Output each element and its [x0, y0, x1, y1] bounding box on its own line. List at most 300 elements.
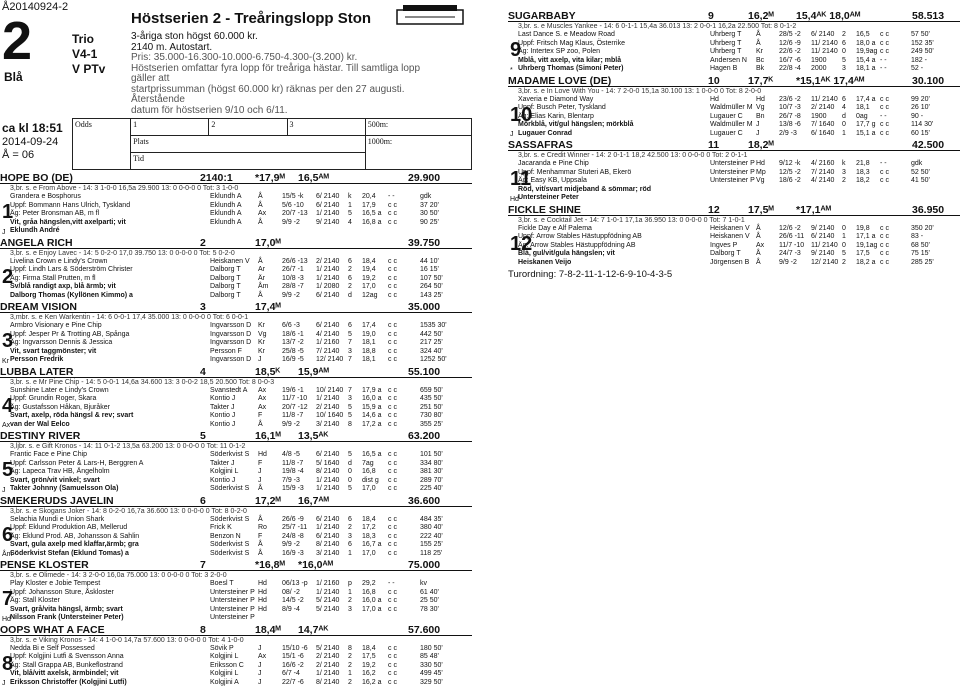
- horse-name: PENSE KLOSTER: [0, 559, 89, 571]
- result-line: [508, 186, 960, 195]
- driver-label: Ax: [2, 422, 11, 429]
- line-cell: c c: [388, 459, 397, 467]
- line-cell: 18,1 a: [856, 65, 876, 72]
- grid-col-1: 1: [131, 119, 209, 136]
- line-cell: 08/ -2: [282, 588, 300, 596]
- result-line: [0, 219, 472, 228]
- horse-stats: 3,br. s. e Skogans Joker - 14: 8 0-2-0 16,7a 36.600 13: 0 0-0-0 0 Tot: 8 0-2-0: [10, 507, 247, 515]
- line-cell: Ingves P: [710, 241, 738, 249]
- line-text: Uppf: Menhammar Stuteri AB, Ekerö: [518, 168, 632, 176]
- start-number: 11: [510, 168, 532, 190]
- line-cell: Hd: [756, 95, 765, 103]
- line-cell: c c: [388, 347, 397, 355]
- line-cell: Å: [258, 291, 263, 299]
- line-cell: 22/6 -2: [779, 48, 801, 55]
- result-line: [508, 48, 960, 57]
- result-line: [0, 322, 472, 331]
- line-cell: Ar: [258, 266, 265, 273]
- line-cell: 2/ 2140: [316, 661, 340, 669]
- line-cell: 9/9 -2: [282, 291, 300, 299]
- description-line: Höstserien omfattar fyra lopp för treåriga hästar. Till samtliga lopp gäller att: [131, 62, 421, 84]
- line-cell: 28/5 -2: [779, 31, 801, 38]
- line-cell: Untersteiner P: [710, 177, 755, 184]
- line-cell: 6: [842, 39, 846, 47]
- best-time: *17,9ᴹ: [255, 172, 285, 184]
- line-cell: 17,4: [362, 322, 376, 329]
- line-cell: Untersteiner P: [710, 168, 755, 176]
- horse-header: [0, 624, 472, 636]
- line-cell: c c: [388, 257, 397, 265]
- horse-name: SMEKERUDS JAVELIN: [0, 494, 114, 507]
- line-cell: 18,2 a: [856, 258, 876, 266]
- line-cell: 29,2: [362, 580, 376, 587]
- line-cell: 118 25': [420, 549, 443, 557]
- line-text: Uppf: Fritsch Mag Klaus, Österrike: [518, 39, 625, 47]
- line-cell: 4/8 -5: [282, 451, 300, 458]
- line-cell: Persson F: [210, 347, 242, 355]
- line-cell: 16,0 a: [362, 597, 382, 604]
- auto-time: *15,1ᴬᴷ 17,4ᴬᴹ: [796, 74, 865, 87]
- horse-header: [508, 204, 960, 216]
- line-cell: Dalborg T: [210, 283, 241, 290]
- line-cell: 9/9 -2: [282, 420, 300, 428]
- result-line: [0, 468, 472, 477]
- prize-money: 42.500: [912, 139, 945, 151]
- line-cell: Söderkvist S: [210, 515, 250, 523]
- start-number: 9: [510, 39, 522, 61]
- line-cell: Å: [258, 257, 263, 265]
- horse-header: [0, 430, 472, 442]
- result-line: [0, 597, 472, 606]
- line-cell: c c: [880, 95, 889, 103]
- grid-1000m: 1000m:: [365, 136, 471, 170]
- prize-money: 36.950: [912, 203, 945, 216]
- horse-body: [508, 31, 960, 74]
- line-text: Uppf: Lindh Lars & Söderström Christer: [10, 266, 133, 273]
- post-position: 2140:1: [200, 172, 233, 184]
- line-text: Äg: Firma Stall Prutten, m fl: [10, 274, 96, 282]
- line-cell: 11/ 2140: [811, 48, 838, 55]
- line-cell: Uhrberg T: [710, 31, 742, 38]
- line-cell: dist g: [362, 476, 379, 484]
- result-line: [0, 460, 472, 469]
- line-cell: 18/6 -2: [779, 177, 801, 184]
- line-cell: 17,2: [362, 524, 376, 531]
- line-cell: - -: [880, 56, 887, 64]
- best-time: 18,2ᴹ: [748, 139, 774, 151]
- line-text: Uppf: Grundin Roger, Skara: [10, 395, 97, 402]
- line-cell: Å: [258, 541, 263, 548]
- line-cell: 355 25': [420, 420, 443, 428]
- line-text: Vit, svart taggmönster; vit: [10, 347, 97, 355]
- line-cell: c c: [388, 549, 397, 557]
- post-position: 11: [708, 139, 720, 151]
- line-cell: 2/9 -3: [779, 129, 797, 137]
- line-cell: 330 50': [420, 661, 443, 669]
- line-cell: 5: [348, 451, 352, 458]
- line-cell: 06/13 -p: [282, 580, 308, 587]
- line-cell: F: [258, 412, 263, 419]
- line-cell: 12/ 2140: [316, 356, 344, 363]
- line-text: Dalborg Thomas (Kyllönen Kimmo) a: [10, 291, 133, 299]
- line-cell: 26/6 -13: [282, 257, 308, 265]
- line-cell: Ax: [258, 395, 267, 402]
- line-cell: 6/6 -3: [282, 322, 300, 329]
- result-line: [508, 96, 960, 105]
- line-cell: Hd: [258, 580, 267, 587]
- line-text: Heiskanen Veijo: [518, 258, 572, 266]
- line-cell: 1/ 2140: [316, 395, 340, 402]
- line-cell: c c: [388, 541, 397, 548]
- grid-col-3: 3: [287, 119, 365, 136]
- auto-time: 16,5ᴬᴹ: [298, 172, 329, 184]
- result-line: [508, 104, 960, 113]
- start-time: ca kl 18:51: [2, 121, 63, 135]
- line-cell: 17,0: [362, 485, 376, 492]
- post-position: 7: [200, 559, 206, 571]
- line-cell: Bc: [756, 56, 765, 64]
- line-cell: Uhrberg T: [710, 39, 742, 47]
- start-number: 6: [2, 523, 14, 546]
- line-cell: kv: [420, 580, 427, 587]
- post-position: 12: [708, 203, 720, 216]
- line-cell: - -: [388, 193, 395, 200]
- line-text: Äg: Elias Karin, Blentarp: [518, 112, 594, 120]
- line-text: Vit, gråa hängslen,vitt axelparti; vit: [10, 218, 126, 226]
- line-cell: 3: [842, 168, 846, 176]
- line-cell: 1/ 2140: [316, 588, 340, 596]
- horse-stats: 3,br. s. e From Above - 14: 3 1-0-0 16,5a 29.900 13: 0 0-0-0 0 Tot: 3 1-0-0: [10, 185, 239, 192]
- driver-label: J: [2, 680, 6, 687]
- line-cell: 16/6 -2: [282, 661, 304, 669]
- line-cell: Kr: [258, 347, 265, 355]
- line-text: Svart, axelp, röda hängsl & rev; svart: [10, 412, 134, 419]
- line-cell: Å: [258, 201, 263, 209]
- line-cell: c c: [388, 201, 397, 209]
- line-cell: Kontio J: [210, 395, 236, 402]
- line-cell: 1: [842, 233, 846, 240]
- horse-header: [508, 139, 960, 151]
- line-cell: 0: [842, 224, 846, 232]
- result-line: [508, 65, 960, 74]
- result-line: [0, 331, 472, 340]
- line-cell: Söderkvist S: [210, 549, 250, 557]
- line-text: Röd, vit/svart midjeband & sömmar; röd: [518, 185, 652, 193]
- line-cell: 5: [842, 250, 846, 257]
- post-position: 10: [708, 74, 720, 87]
- line-cell: 18,3: [856, 168, 870, 176]
- line-cell: Hd: [258, 588, 267, 596]
- line-cell: J: [258, 644, 262, 652]
- prize-money: 36.600: [408, 494, 441, 507]
- line-cell: Kolgjini A: [210, 678, 239, 686]
- horse-header: [0, 301, 472, 313]
- horse-entry: [0, 301, 472, 365]
- line-cell: Heiskanen V: [710, 224, 750, 232]
- line-cell: 18,8: [362, 347, 376, 355]
- line-cell: 3: [348, 605, 352, 613]
- result-line: [508, 31, 960, 40]
- line-cell: 5/ 2140: [316, 644, 340, 652]
- line-cell: Ingvarsson D: [210, 322, 252, 329]
- best-time: 17,0ᴹ: [255, 236, 281, 249]
- auto-time: 15,4ᴬᴷ 18,0ᴬᴹ: [796, 10, 861, 22]
- grid-odds: Odds: [73, 119, 131, 170]
- line-cell: 6: [348, 322, 352, 329]
- line-cell: 324 40': [420, 347, 443, 355]
- line-cell: 41 50': [911, 177, 930, 184]
- line-cell: 6/ 2140: [316, 193, 340, 200]
- line-text: Untersteiner Peter: [518, 194, 579, 201]
- line-cell: Vg: [756, 177, 765, 184]
- line-cell: 1: [348, 588, 352, 596]
- prize-money: 39.750: [408, 236, 441, 249]
- prize-money: 29.900: [408, 172, 441, 184]
- line-cell: 8/ 2140: [316, 541, 340, 548]
- line-cell: 52 50': [911, 168, 930, 176]
- line-cell: 25 50': [420, 597, 439, 604]
- line-cell: 12ag: [362, 291, 378, 299]
- line-text: Äg: Stall Grappa AB, Bunkeflostrand: [10, 661, 123, 669]
- line-text: Äg: Gustafsson Håkan, Bjuråker: [10, 403, 110, 411]
- line-cell: 0: [348, 468, 352, 475]
- line-cell: 11/8 -7: [282, 459, 304, 467]
- horse-header: [0, 237, 472, 249]
- line-cell: 14/5 -2: [282, 597, 304, 604]
- line-text: Xaveria e Diamond Way: [518, 95, 594, 103]
- horse-stats: 3,br. s. e Olimede - 14: 3 2-0-0 16,0a 75.000 13: 0 0-0-0 0 Tot: 3 2-0-0: [10, 572, 227, 579]
- line-cell: c c: [880, 177, 889, 184]
- line-cell: 90 -: [911, 112, 924, 120]
- horse-header: [0, 172, 472, 184]
- line-cell: 499 45': [420, 670, 443, 677]
- line-cell: 0: [348, 476, 352, 484]
- line-cell: J: [258, 468, 262, 475]
- horse-stats: 3,mbr. s. e Ken Warkentin - 14: 6 0-0-1 17,4 35.000 13: 0 0-0-0 0 Tot: 6 0-0-1: [10, 314, 249, 321]
- line-cell: 264 50': [420, 283, 443, 290]
- auto-time: *16,0ᴬᴹ: [298, 559, 334, 571]
- result-line: [508, 259, 960, 268]
- horse-entry: [0, 430, 472, 494]
- line-cell: 8: [348, 420, 352, 428]
- badge-v4: V4-1: [72, 47, 98, 61]
- horse-body: [508, 160, 960, 203]
- horse-body: [508, 96, 960, 139]
- line-cell: 16,8 a: [362, 218, 382, 226]
- line-cell: Frick K: [210, 524, 232, 531]
- line-cell: 7/ 2140: [316, 347, 340, 355]
- line-cell: Å: [258, 549, 263, 557]
- line-text: Eriksson Christoffer (Kolgjini Lutfi): [10, 678, 127, 686]
- line-cell: 152 35': [911, 39, 934, 47]
- line-cell: 17,7 g: [856, 121, 876, 128]
- result-line: [508, 160, 960, 169]
- line-cell: 12/6 -2: [779, 224, 801, 232]
- line-cell: 17,4 a: [856, 95, 876, 103]
- horse-entry: [508, 75, 960, 139]
- line-cell: 1900: [811, 56, 827, 64]
- result-line: [0, 477, 472, 486]
- line-cell: 0: [842, 241, 846, 249]
- result-line: [0, 670, 472, 679]
- line-cell: F: [258, 532, 263, 540]
- best-time: 16,2ᴹ: [748, 10, 774, 22]
- best-time: 17,7ᴷ: [748, 74, 774, 87]
- line-cell: c c: [388, 597, 397, 604]
- line-text: Svart, grå/vita hängsl, ärmb; svart: [10, 605, 123, 613]
- line-cell: 17,1 a: [856, 233, 876, 240]
- line-cell: 1/ 2140: [316, 524, 340, 531]
- line-cell: 114 30': [911, 121, 934, 128]
- line-cell: p: [348, 580, 352, 587]
- line-cell: 225 40': [420, 485, 443, 492]
- result-line: [0, 356, 472, 365]
- line-cell: gdk: [911, 160, 923, 167]
- line-cell: 6: [842, 95, 846, 103]
- line-cell: 180 50': [420, 644, 443, 652]
- line-cell: Eklundh A: [210, 218, 242, 226]
- line-text: Nilsson Frank (Untersteiner Peter): [10, 614, 124, 621]
- line-cell: c c: [388, 283, 397, 290]
- line-cell: 26/6 -11: [779, 233, 805, 240]
- line-cell: 37 20': [420, 201, 439, 209]
- line-cell: 52 -: [911, 65, 924, 72]
- line-cell: 6: [348, 515, 352, 523]
- line-cell: c c: [880, 233, 889, 240]
- horse-info: [0, 442, 472, 451]
- line-cell: 19/6 -1: [282, 386, 304, 394]
- line-cell: Untersteiner P: [210, 588, 255, 596]
- line-cell: Hd: [756, 160, 765, 167]
- line-cell: 5/ 1640: [316, 459, 340, 467]
- line-cell: 15,4 a: [856, 56, 876, 64]
- line-cell: 2: [348, 597, 352, 604]
- result-line: [0, 589, 472, 598]
- line-cell: 6: [348, 257, 352, 265]
- prize-money: 55.100: [408, 365, 441, 378]
- driver-label: Hd: [510, 195, 519, 203]
- line-cell: Eriksson C: [210, 661, 244, 669]
- line-cell: d: [348, 459, 352, 467]
- line-cell: 15,1 a: [856, 129, 876, 137]
- line-cell: Untersteiner P: [210, 605, 255, 613]
- line-cell: 2000: [811, 65, 827, 72]
- line-cell: Ro: [258, 524, 267, 531]
- horse-stats: 3,br. s. e Credit Winner - 14: 2 0-1-1 18,2 42.500 13: 0 0-0-0 0 Tot: 2 0-1-1: [518, 152, 748, 159]
- line-text: Sunshine Later e Lindy's Crown: [10, 386, 109, 394]
- line-cell: 61 40': [420, 588, 439, 596]
- driver-label: Kr: [2, 357, 9, 365]
- result-line: [0, 412, 472, 421]
- line-cell: 249 50': [911, 48, 934, 55]
- result-line: [0, 210, 472, 219]
- line-cell: 4: [842, 104, 846, 111]
- horse-name: DESTINY RIVER: [0, 430, 81, 442]
- line-cell: Ingvarsson D: [210, 356, 252, 363]
- line-cell: 1900: [811, 112, 827, 120]
- line-cell: 18,1: [362, 356, 376, 363]
- horse-stats: 3,br. s. e Viking Kronos - 14: 4 1-0-0 14,7a 57.600 13: 0 0-0-0 0 Tot: 4 1-0-0: [10, 636, 244, 644]
- line-text: Jacaranda e Pine Chip: [518, 160, 589, 167]
- line-cell: 6/7 -4: [282, 670, 300, 677]
- line-cell: Å: [756, 39, 761, 47]
- line-cell: 18,1: [856, 104, 870, 111]
- line-cell: Andersen N: [710, 56, 747, 64]
- line-cell: Eklundh A: [210, 201, 242, 209]
- line-cell: Heiskanen V: [710, 233, 750, 240]
- line-cell: c c: [388, 395, 397, 402]
- line-cell: 16,5: [856, 31, 870, 38]
- line-cell: c c: [388, 485, 397, 492]
- horse-name: HOPE BO (DE): [0, 172, 73, 184]
- line-cell: 3/ 2140: [316, 549, 340, 557]
- result-line: [0, 606, 472, 615]
- line-cell: Untersteiner P: [710, 160, 755, 167]
- line-cell: 21,8: [856, 160, 870, 167]
- line-cell: Å: [756, 224, 761, 232]
- line-cell: 17,9 a: [362, 386, 382, 394]
- start-number: 12: [510, 232, 533, 255]
- line-cell: 83 -: [911, 233, 924, 240]
- line-cell: 5: [348, 485, 352, 492]
- horse-name: FICKLE SHINE: [508, 203, 581, 216]
- horse-info: [508, 22, 960, 31]
- line-cell: 7ag: [362, 459, 374, 467]
- line-text: Svart, grön/vit vinkel; svart: [10, 476, 100, 484]
- result-line: [0, 387, 472, 396]
- line-cell: 16/9 -5: [282, 356, 304, 363]
- line-cell: Ingvarsson D: [210, 330, 252, 338]
- line-cell: 6/ 2140: [316, 291, 340, 299]
- line-text: Vit, blå/vitt axelsk, ärmbindel; vit: [10, 670, 119, 677]
- line-cell: 2: [348, 266, 352, 273]
- horse-info: [0, 378, 472, 387]
- line-cell: c c: [388, 515, 397, 523]
- line-cell: 16,0 a: [362, 395, 382, 402]
- driver-label: *: [510, 66, 513, 74]
- result-line: [508, 233, 960, 242]
- line-text: Sv/blå randigt axp, blå ärmb; vit: [10, 283, 116, 290]
- line-cell: Dalborg T: [210, 266, 241, 273]
- line-cell: Vg: [756, 104, 765, 111]
- line-cell: J: [756, 129, 760, 137]
- result-line: [508, 194, 960, 203]
- line-cell: 350 20': [911, 224, 934, 232]
- line-cell: c c: [388, 605, 397, 613]
- line-cell: 2: [348, 653, 352, 660]
- result-line: [0, 258, 472, 267]
- best-time: 17,5ᴹ: [748, 203, 774, 216]
- line-cell: 18,4: [362, 257, 376, 265]
- line-cell: Dalborg T: [710, 250, 741, 257]
- result-line: [508, 225, 960, 234]
- line-cell: c c: [388, 524, 397, 531]
- line-cell: 6/ 2140: [316, 532, 340, 540]
- line-cell: Kolgjini L: [210, 468, 239, 475]
- line-cell: 18,4: [362, 515, 376, 523]
- line-cell: 3: [348, 532, 352, 540]
- line-cell: 2: [348, 678, 352, 686]
- line-cell: 1/ 2160: [316, 580, 340, 587]
- line-cell: 5: [348, 210, 352, 217]
- line-cell: Ingvarsson D: [210, 339, 252, 346]
- start-number: 1: [2, 201, 14, 223]
- line-cell: 222 40': [420, 532, 443, 540]
- line-cell: c c: [388, 356, 397, 363]
- line-cell: 9/ 2140: [811, 224, 835, 232]
- line-cell: Ax: [756, 241, 765, 249]
- line-text: Persson Fredrik: [10, 356, 64, 363]
